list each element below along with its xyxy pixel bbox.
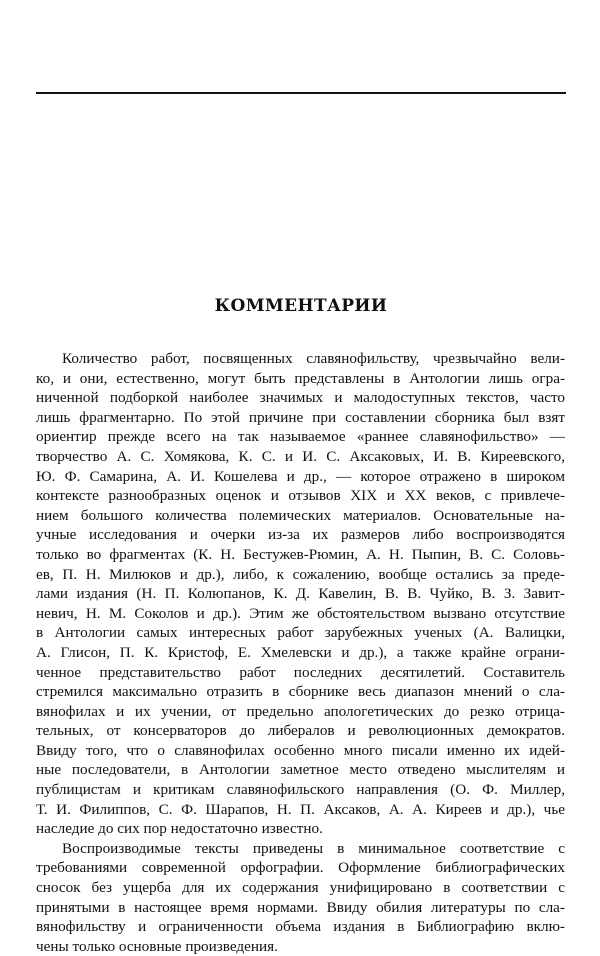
text-line: учные исследования и очерки из-за их размеров либо воспроизводятся bbox=[36, 526, 565, 544]
text-line: Воспроизводимые тексты приведены в минимальное соответствие с bbox=[62, 839, 565, 857]
text-line: Ю. Ф. Самарина, А. И. Кошелева и др., — которое отражено в широком bbox=[36, 467, 565, 485]
text-line: ориентир прежде всего на так называемое «раннее славянофильство» — bbox=[36, 428, 565, 446]
text-line: вянофильству и ограниченности объема издания в Библиографию вклю- bbox=[36, 918, 565, 936]
text-line: тельных, от консерваторов до либералов и революционных демократов. bbox=[36, 722, 565, 740]
text-line: ев, П. Н. Милюков и др.), либо, к сожалению, вообще остались за преде- bbox=[36, 565, 565, 583]
text-line: Т. И. Филиппов, С. Ф. Шарапов, Н. П. Аксаков, А. А. Киреев и др.), чье bbox=[36, 800, 565, 818]
text-line: нием большого количества полемических материалов. Основательные на- bbox=[36, 506, 565, 524]
text-line: ко, и они, естественно, могут быть представлены в Антологии лишь огра- bbox=[36, 369, 565, 387]
text-line: контексте разнообразных оценок и отзывов XIX и XX веков, с привлече- bbox=[36, 487, 565, 505]
text-line: ниченной подборкой наиболее значимых и малодоступных текстов, часто bbox=[36, 389, 565, 407]
text-line: ченное представительство работ последних десятилетий. Составитель bbox=[36, 663, 565, 681]
text-line: в Антологии самых интересных работ зарубежных ученых (А. Валицки, bbox=[36, 624, 565, 642]
text-line: лишь фрагментарно. По этой причине при составлении сборника был взят bbox=[36, 408, 565, 426]
text-line: чены только основные произведения. bbox=[36, 937, 278, 955]
text-line: сносок без ущерба для их содержания унифицировано в соответствии с bbox=[36, 879, 565, 897]
text-line: ные последователи, в Антологии заметное место отведено мыслителям и bbox=[36, 761, 565, 779]
section-heading: КОММЕНТАРИИ bbox=[214, 296, 388, 316]
text-line: вянофилах и их учении, от предельно апологетических до резко отрица- bbox=[36, 702, 565, 720]
text-line: принятыми в настоящее время нормами. Ввиду обилия литературы по сла- bbox=[36, 898, 565, 916]
text-line: требованиями современной орфографии. Оформление библиографических bbox=[36, 859, 565, 877]
paragraph-2 bbox=[36, 839, 565, 956]
text-line: Количество работ, посвященных славянофильству, чрезвычайно вели- bbox=[62, 350, 565, 367]
text-line: творчество А. С. Хомякова, К. С. и И. С. Аксаковых, И. В. Киреевского, bbox=[36, 447, 565, 465]
text-line: стремился максимально отразить в сборнике весь диапазон мнений о сла- bbox=[36, 683, 565, 701]
body-text bbox=[36, 349, 565, 956]
text-line: Ввиду того, что о славянофилах особенно много писали именно их идей- bbox=[36, 741, 565, 759]
text-line: невич, Н. М. Соколов и др.). Этим же обстоятельством вызвано отсутствие bbox=[36, 604, 565, 622]
text-line: только во фрагментах (К. Н. Бестужев-Рюмин, А. Н. Пыпин, В. С. Соловь- bbox=[36, 545, 565, 563]
text-line: лами издания (Н. П. Колюпанов, К. Д. Кавелин, В. В. Чуйко, В. З. Завит- bbox=[36, 585, 565, 603]
text-line: публицистам и критикам славянофильского направления (О. Ф. Миллер, bbox=[36, 781, 565, 799]
top-rule bbox=[36, 92, 566, 94]
text-line: наследие до сих пор недостаточно известно. bbox=[36, 820, 323, 838]
paragraph-1 bbox=[36, 349, 565, 839]
text-line: А. Глисон, П. К. Кристоф, Е. Хмелевски и др.), а также крайне ограни- bbox=[36, 643, 565, 661]
